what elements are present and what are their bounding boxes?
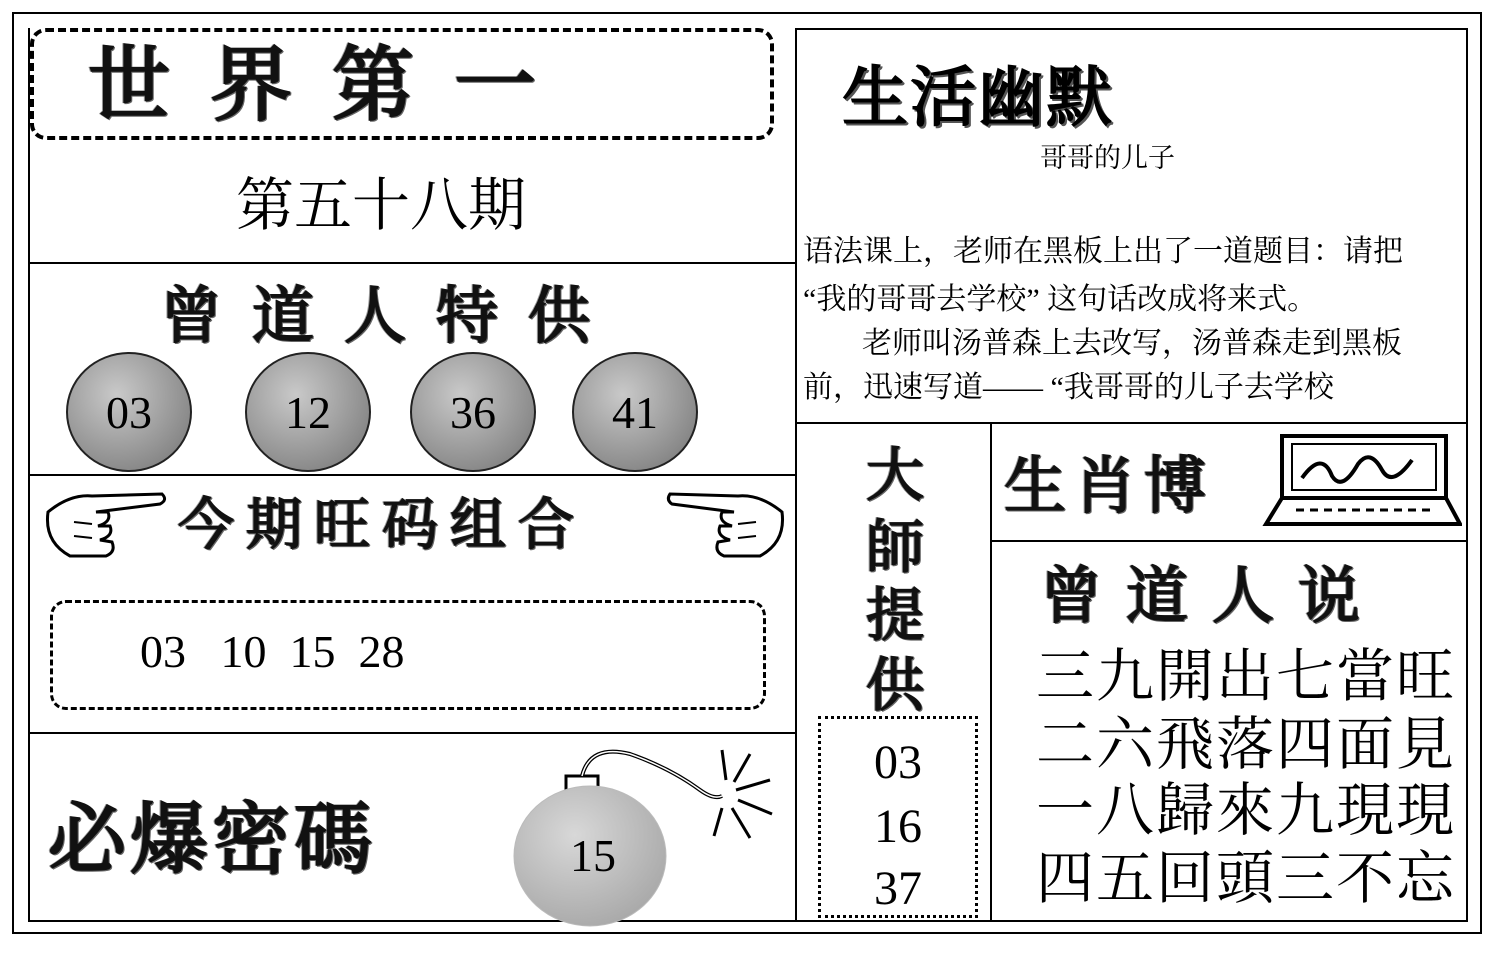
right-inner-border	[1466, 28, 1468, 922]
saying-heading: 曾道人说	[1040, 559, 1385, 632]
saying-line: 一八歸來九現現	[1036, 778, 1457, 843]
humor-line-2: “我的哥哥去学校” 这句话改成将来式。	[803, 283, 1318, 316]
vertical-number: 16	[874, 800, 922, 853]
saying-line: 三九開出七當旺	[1036, 644, 1457, 709]
vertical-number: 37	[874, 862, 922, 915]
vertical-char: 供	[865, 651, 924, 719]
center-divider	[795, 28, 797, 922]
humor-subtitle: 哥哥的儿子	[1040, 143, 1175, 173]
vertical-char: 師	[865, 513, 924, 581]
humor-line-4: 前，迅速写道—— “我哥哥的儿子去学校	[803, 371, 1334, 404]
page-title: 世界第一	[88, 38, 577, 133]
pointing-hand-left-icon	[40, 482, 170, 566]
section2-heading: 今期旺码组合	[178, 493, 586, 558]
divider-right-1	[795, 422, 1468, 424]
vertical-char: 提	[865, 581, 924, 649]
number-ball: 03	[66, 352, 192, 472]
bomb-number: 15	[570, 830, 616, 881]
number-ball: 41	[572, 352, 698, 472]
humor-line-3: 老师叫汤普森上去改写，汤普森走到黑板	[862, 327, 1402, 360]
number-ball: 12	[245, 352, 371, 472]
zodiac-heading: 生肖博	[1004, 449, 1215, 522]
saying-line: 四五回頭三不忘	[1036, 846, 1457, 911]
combo-numbers: 03 10 15 28	[140, 626, 405, 677]
number-ball: 36	[410, 352, 536, 472]
divider-left-2	[28, 474, 795, 476]
divider-right-vertical	[990, 422, 992, 922]
humor-line-1: 语法课上，老师在黑板上出了一道题目：请把	[803, 235, 1403, 268]
section1-heading: 曾道人特供	[160, 279, 621, 352]
issue-number: 第五十八期	[236, 173, 527, 238]
divider-left-3	[28, 732, 795, 734]
divider-right-2	[990, 540, 1468, 542]
left-inner-border	[28, 28, 30, 922]
pointing-hand-right-icon	[666, 482, 790, 566]
bomb-icon	[500, 740, 790, 930]
section3-heading: 必爆密碼	[48, 795, 377, 885]
top-right-border	[795, 28, 1468, 30]
divider-left-1	[28, 262, 795, 264]
vertical-number: 03	[874, 736, 922, 789]
saying-line: 二六飛落四面見	[1036, 712, 1457, 777]
computer-icon	[1262, 430, 1462, 534]
vertical-char: 大	[865, 441, 924, 509]
humor-heading: 生活幽默	[842, 59, 1114, 136]
